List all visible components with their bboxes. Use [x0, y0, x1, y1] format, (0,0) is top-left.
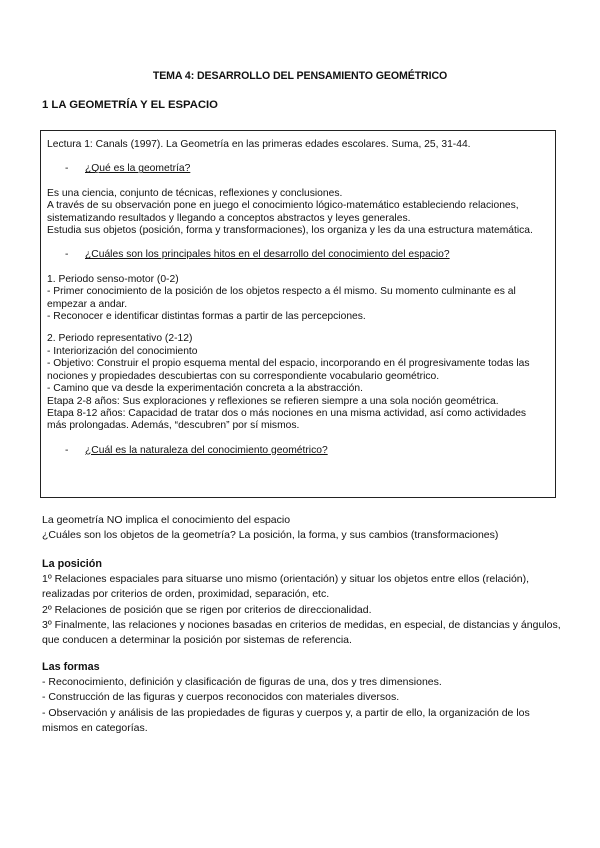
- period-2-line: - Objetivo: Construir el propio esquema mental del espacio, incorporando en él progresivamente todas las nociones y propiedades descubiertas con su correspondiente vocabulario geométrico.: [47, 358, 530, 382]
- posicion-heading: La posición: [42, 558, 102, 570]
- spacer: [47, 323, 548, 333]
- posicion-line: 1º Relaciones espaciales para situarse uno mismo (orientación) y situar los objetos entre ellos (relación), realizadas por criterios de orden, proximidad, separación, etc.: [42, 573, 530, 601]
- question-3: [65, 445, 548, 457]
- statement-line: ¿Cuáles son los objetos de la geometría? La posición, la forma, y sus cambios (transformaciones): [42, 529, 499, 542]
- formas-line: - Construcción de las figuras y cuerpos reconocidos con materiales diversos.: [42, 691, 400, 704]
- formas-line: - Observación y análisis de las propiedades de figuras y cuerpos y, a partir de ello, la organización de los mismos en categorías.: [42, 706, 530, 734]
- question-2: [65, 249, 548, 261]
- question-1-text: ¿Qué es la geometría?: [85, 163, 191, 175]
- document-title: TEMA 4: DESARROLLO DEL PENSAMIENTO GEOMÉTRICO: [152, 70, 448, 82]
- posicion-line: 2º Relaciones de posición que se rigen por criterios de direccionalidad.: [42, 603, 372, 616]
- bullet-dash: -: [65, 444, 69, 456]
- bullet-dash: -: [65, 249, 69, 261]
- formas-heading: Las formas: [42, 661, 100, 673]
- answer-line: Estudia sus objetos (posición, forma y transformaciones), los organiza y les da una estructura matemática.: [47, 225, 533, 237]
- formas-section: [42, 660, 562, 736]
- question-3-text: ¿Cuál es la naturaleza del conocimiento geométrico?: [85, 444, 328, 456]
- period-2-title: 2. Periodo representativo (2-12): [47, 333, 193, 345]
- answer-line: Es una ciencia, conjunto de técnicas, reflexiones y conclusiones.: [47, 187, 343, 199]
- period-1-line: - Primer conocimiento de la posición de los objetos respecto a él mismo. Su momento culminante es al empezar a andar.: [47, 286, 516, 310]
- posicion-section: [42, 557, 562, 648]
- answer-line: A través de su observación pone en juego el conocimiento lógico-matemático estableciendo relaciones, sistematizando resultados y llegando a conceptos abstractos y leyes generales.: [47, 200, 519, 224]
- period-2-line: - Interiorización del conocimiento: [47, 345, 198, 357]
- posicion-line: 3º Finalmente, las relaciones y nociones basadas en criterios de medidas, en especial, de distancias y ángulos, que conducen a determinar la posición por sistemas de referencia.: [42, 618, 561, 647]
- question-2-text: ¿Cuáles son los principales hitos en el desarrollo del conocimiento del espacio?: [85, 249, 450, 261]
- period-2-line: Etapa 2-8 años: Sus exploraciones y reflexiones se refieren siempre a una sola noción geométrica.: [47, 395, 499, 407]
- formas-line: - Reconocimiento, definición y clasificación de figuras de una, dos y tres dimensiones.: [42, 676, 442, 689]
- period-1-line: - Reconocer e identificar distintas formas a partir de las percepciones.: [47, 311, 366, 323]
- period-2-line: - Camino que va desde la experimentación concreta a la abstracción.: [47, 383, 363, 395]
- reading-box: [40, 130, 556, 498]
- period-1-title: 1. Periodo senso-motor (0-2): [47, 273, 179, 285]
- section-title: 1 LA GEOMETRÍA Y EL ESPACIO: [42, 99, 218, 111]
- statement-line: La geometría NO implica el conocimiento del espacio: [42, 514, 291, 526]
- period-2-line: Etapa 8-12 años: Capacidad de tratar dos o más nociones en una misma actividad, así como actividades más prolongadas. Además, “descubren” por sí mismos.: [47, 407, 527, 432]
- bullet-dash: -: [65, 163, 69, 175]
- after-box-text: [42, 513, 562, 543]
- question-1: [65, 163, 548, 175]
- reading-reference: Lectura 1: Canals (1997). La Geometría en las primeras edades escolares. Suma, 25, 31-44.: [47, 139, 471, 150]
